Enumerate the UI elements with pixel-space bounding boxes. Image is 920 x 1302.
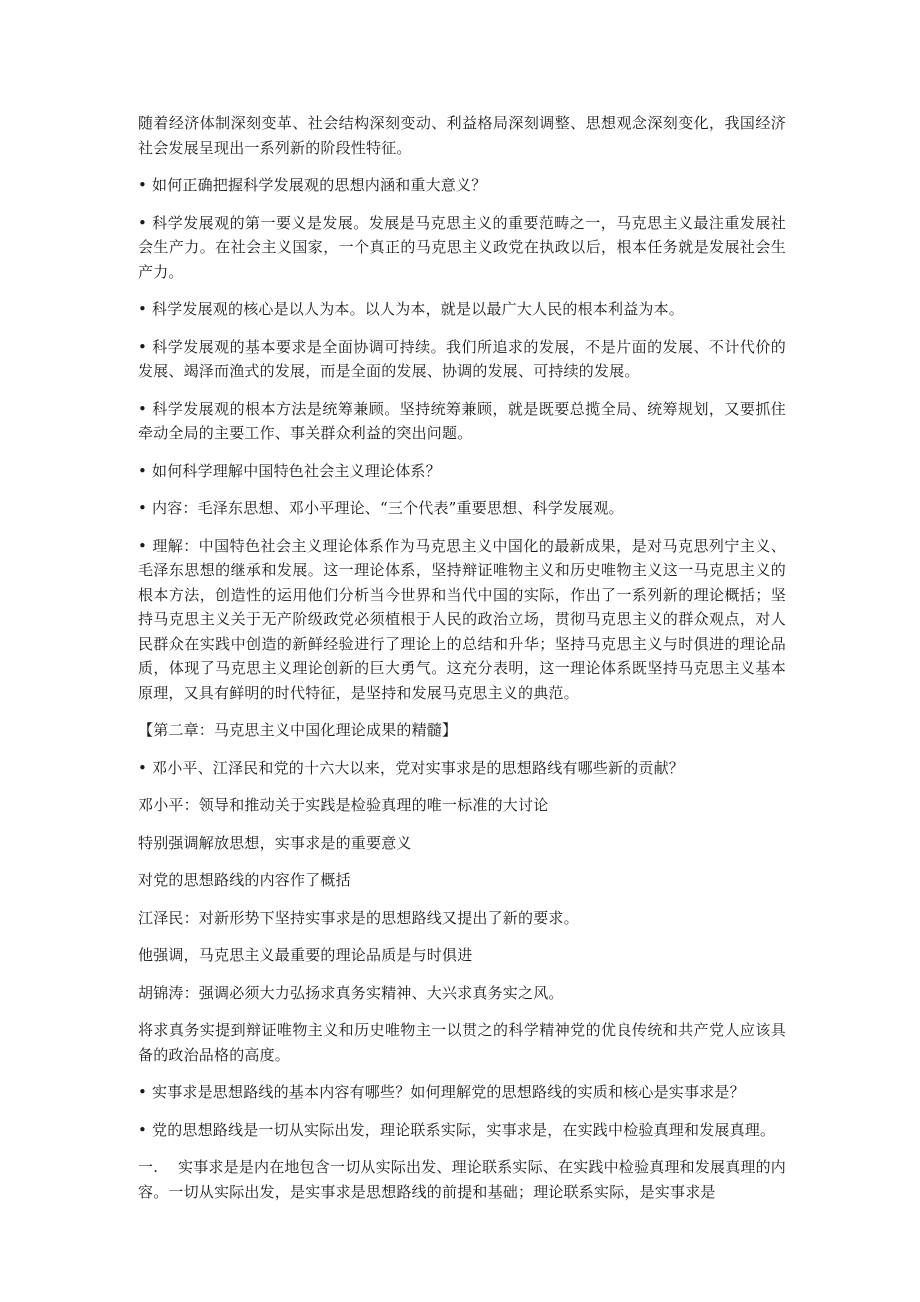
bullet-icon: •	[138, 536, 148, 555]
bullet-icon: •	[138, 461, 148, 480]
document-body	[138, 111, 786, 1217]
bullet-icon: •	[138, 499, 148, 517]
bullet-text: 如何科学理解中国特色社会主义理论体系？	[152, 461, 441, 480]
list-number: 一.	[138, 1158, 159, 1176]
paragraph: 他强调，马克思主义最重要的理论品质是与时俱进	[138, 946, 473, 964]
paragraph: 将求真务实提到辩证唯物主义和历史唯物主一以贯之的科学精神党的优良传统和共产党人应该具备的政治品格的高度。	[138, 1021, 786, 1064]
bullet-text: 实事求是思想路线的基本内容有哪些？如何理解党的思想路线的实质和核心是实事求是？	[152, 1083, 745, 1101]
bullet-text: 科学发展观的基本要求是全面协调可持续。我们所追求的发展，不是片面的发展、不计代价的发展、竭泽而渔式的发展，而是全面的发展、协调的发展、可持续的发展。	[138, 337, 786, 380]
bullet-paragraph	[138, 173, 786, 198]
bullet-text: 科学发展观的核心是以人为本。以人为本，就是以最广大人民的根本利益为本。	[152, 300, 685, 318]
numbered-text: 实事求是是内在地包含一切从实际出发、理论联系实际、在实践中检验真理和发展真理的内容。一切从实际出发，是实事求是思想路线的前提和基础；理论联系实际，是实事求是	[138, 1158, 787, 1201]
bullet-paragraph	[138, 211, 786, 285]
paragraph: 随着经济体制深刻变革、社会结构深刻变动、利益格局深刻调整、思想观念深刻变化，我国经济社会发展呈现出一系列新的阶段性特征。	[138, 114, 786, 157]
bullet-icon: •	[138, 1083, 148, 1101]
bullet-paragraph	[138, 397, 786, 446]
chapter-heading: 【第二章：马克思主义中国化理论成果的精髓】	[138, 721, 458, 739]
paragraph: 江泽民：对新形势下坚持实事求是的思想路线又提出了新的要求。	[138, 908, 579, 927]
paragraph: 对党的思想路线的内容作了概括	[138, 871, 351, 889]
bullet-paragraph	[138, 335, 786, 384]
bullet-text: 如何正确把握科学发展观的思想内涵和重大意义？	[152, 176, 487, 194]
bullet-text: 理解：中国特色社会主义理论体系作为马克思主义中国化的最新成果，是对马克思列宁主义、毛泽东思想的继承和发展。这一理论体系，坚持辩证唯物主义和历史唯物主义这一马克思主义的根本方法，创造性的运用他们分析当今世界和当代中国的实际，作出了一系列新的理论概括；坚持马克思主义关于无产阶级政党必须植根于人民的政治立场，贯彻马克思主义的群众观点，对人民群众在实践中创造的新鲜经验进行了理论上的总结和升华；坚持马克思主义与时俱进的理论品质，体现了马克思主义理论创新的巨大勇气。这充分表明，这一理论体系既坚持马克思主义基本原理，又具有鲜明的时代特征，是坚持和发展马克思主义的典范。	[138, 536, 786, 702]
bullet-icon: •	[138, 399, 148, 418]
paragraph: 邓小平：领导和推动关于实践是检验真理的唯一标准的大讨论	[138, 796, 549, 814]
bullet-paragraph	[138, 534, 786, 706]
bullet-paragraph	[138, 1080, 786, 1105]
paragraph: 特别强调解放思想，实事求是的重要意义	[138, 833, 412, 852]
bullet-icon: •	[138, 1120, 148, 1139]
paragraph: 胡锦涛：强调必须大力弘扬求真务实精神、大兴求真务实之风。	[138, 983, 564, 1002]
numbered-paragraph	[138, 1155, 786, 1204]
bullet-paragraph	[138, 459, 786, 484]
bullet-text: 科学发展观的根本方法是统筹兼顾。坚持统筹兼顾，就是既要总揽全局、统筹规划，又要抓住牵动全局的主要工作、事关群众利益的突出问题。	[138, 399, 786, 442]
bullet-icon: •	[138, 176, 148, 194]
bullet-text: 党的思想路线是一切从实际出发，理论联系实际，实事求是，在实践中检验真理和发展真理。	[152, 1120, 776, 1139]
bullet-paragraph	[138, 756, 786, 781]
bullet-icon: •	[138, 337, 148, 356]
bullet-paragraph	[138, 297, 786, 322]
bullet-icon: •	[138, 213, 148, 232]
bullet-text: 科学发展观的第一要义是发展。发展是马克思主义的重要范畴之一，马克思主义最注重发展社会生产力。在社会主义国家，一个真正的马克思主义政党在执政以后，根本任务就是发展社会生产力。	[138, 213, 786, 281]
bullet-text: 内容：毛泽东思想、邓小平理论、“三个代表”重要思想、科学发展观。	[152, 499, 624, 517]
bullet-text: 邓小平、江泽民和党的十六大以来，党对实事求是的思想路线有哪些新的贡献？	[152, 758, 685, 777]
bullet-icon: •	[138, 300, 148, 318]
bullet-paragraph	[138, 496, 786, 521]
bullet-paragraph	[138, 1118, 786, 1143]
bullet-icon: •	[138, 758, 148, 777]
